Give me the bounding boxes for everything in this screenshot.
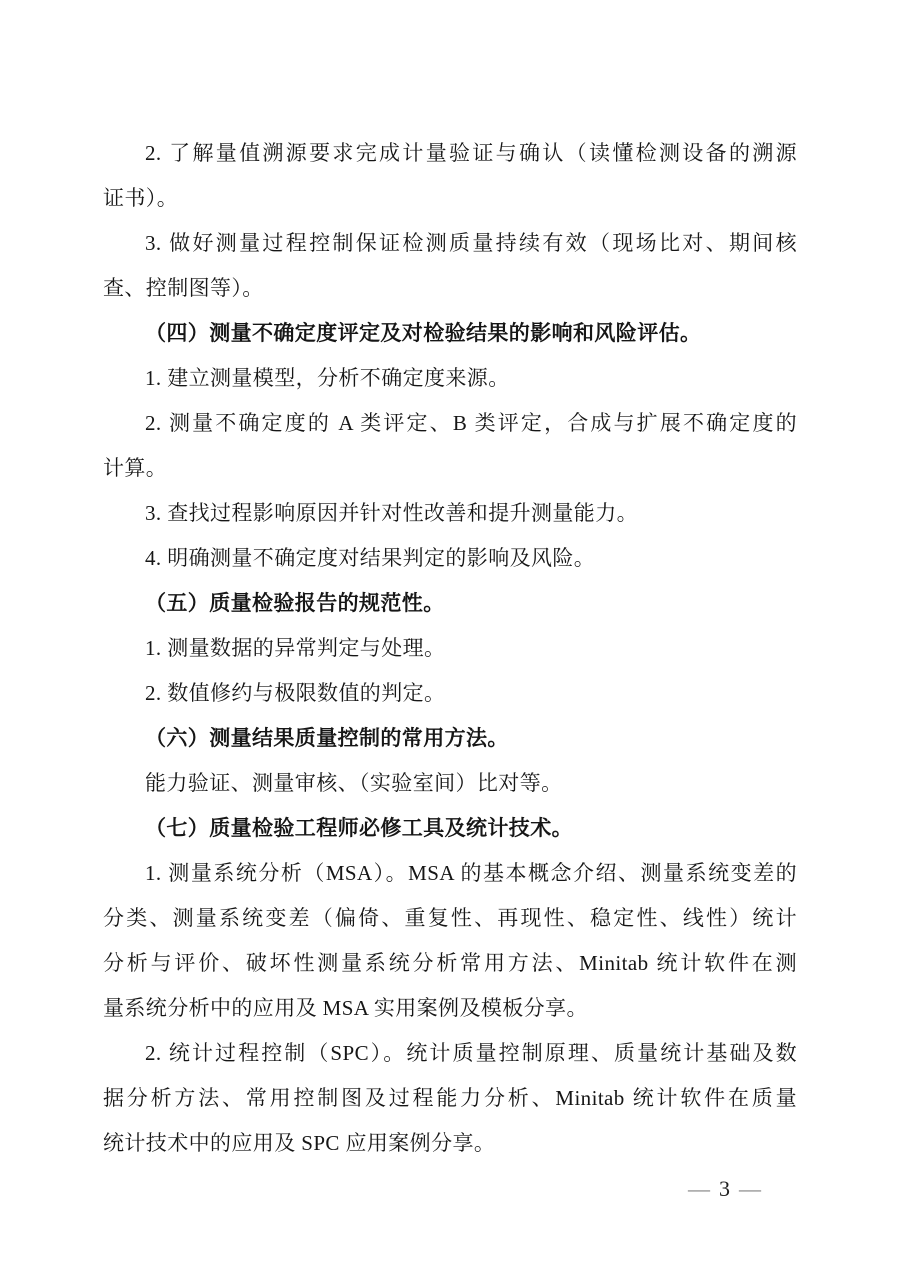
section-heading-line: （四）测量不确定度评定及对检验结果的影响和风险评估。	[145, 321, 702, 345]
paragraph-line: 据分析方法、常用控制图及过程能力分析、Minitab 统计软件在质量	[103, 1086, 797, 1110]
paragraph-line: 2. 数值修约与极限数值的判定。	[145, 681, 446, 705]
document-body	[103, 131, 797, 1166]
paragraph-line: 分类、测量系统变差（偏倚、重复性、再现性、稳定性、线性）统计	[103, 906, 797, 930]
section-heading-line: （五）质量检验报告的规范性。	[145, 591, 445, 615]
paragraph-line: 2. 测量不确定度的 A 类评定、B 类评定，合成与扩展不确定度的	[145, 411, 797, 435]
paragraph-line: 3. 查找过程影响原因并针对性改善和提升测量能力。	[145, 501, 638, 525]
footer-dash-left: —	[688, 1176, 710, 1201]
footer-dash-right: —	[739, 1176, 761, 1201]
paragraph-line: 2. 统计过程控制（SPC）。统计质量控制原理、质量统计基础及数	[145, 1041, 797, 1065]
paragraph-line: 能力验证、测量审核、（实验室间）比对等。	[145, 771, 563, 795]
paragraph-line: 证书）。	[103, 186, 179, 210]
section-heading-line: （七）质量检验工程师必修工具及统计技术。	[145, 816, 573, 840]
paragraph-line: 1. 测量系统分析（MSA）。MSA 的基本概念介绍、测量系统变差的	[145, 861, 797, 885]
paragraph-line: 分析与评价、破坏性测量系统分析常用方法、Minitab 统计软件在测	[103, 951, 797, 975]
page-footer	[0, 1166, 770, 1211]
paragraph-line: 查、控制图等）。	[103, 276, 264, 300]
paragraph-line: 统计技术中的应用及 SPC 应用案例分享。	[103, 1131, 496, 1155]
paragraph-line: 1. 测量数据的异常判定与处理。	[145, 636, 446, 660]
paragraph-line: 1. 建立测量模型，分析不确定度来源。	[145, 366, 510, 390]
paragraph-line: 2. 了解量值溯源要求完成计量验证与确认（读懂检测设备的溯源	[145, 141, 797, 165]
paragraph-line: 3. 做好测量过程控制保证检测质量持续有效（现场比对、期间核	[145, 231, 797, 255]
page-number: 3	[719, 1176, 730, 1201]
paragraph-line: 4. 明确测量不确定度对结果判定的影响及风险。	[145, 546, 596, 570]
paragraph-line: 计算。	[103, 456, 168, 480]
paragraph-line: 量系统分析中的应用及 MSA 实用案例及模板分享。	[103, 996, 588, 1020]
section-heading-line: （六）测量结果质量控制的常用方法。	[145, 726, 509, 750]
